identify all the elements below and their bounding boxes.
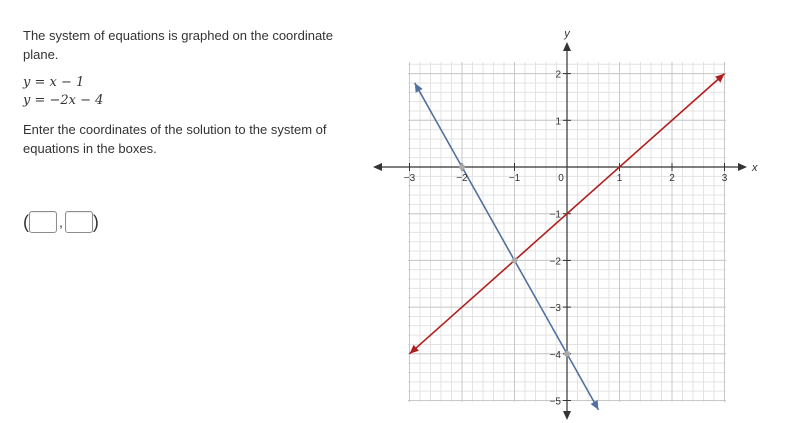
close-paren: ) [92, 212, 99, 232]
y-tick-label: 2 [555, 69, 561, 81]
highlighted-point-2 [512, 257, 518, 263]
x-tick-label: 2 [669, 173, 675, 184]
series-line-2 [415, 83, 599, 410]
question-intro: The system of equations is graphed on the coordinate plane. [23, 28, 334, 62]
highlighted-point-1 [459, 164, 465, 170]
equation-2: y = −2x − 4 [23, 93, 104, 108]
y-tick-label: −5 [549, 396, 561, 408]
x-tick-label: −1 [508, 173, 521, 184]
x-axis-arrow-right [738, 163, 747, 171]
x-axis-label: x [752, 162, 758, 174]
open-paren: ( [23, 212, 29, 232]
y-tick-label: −2 [549, 256, 561, 268]
y-axis-arrow-down [563, 411, 571, 420]
question-instruction: Enter the coordinates of the solution to the system of equations in the boxes. [23, 122, 327, 156]
y-tick-label: −4 [549, 349, 561, 361]
y-axis-arrow-up [563, 42, 571, 51]
y-axis-label: y [564, 28, 570, 40]
x-tick-label: 1 [616, 173, 623, 184]
x-tick-label: 0 [558, 173, 564, 184]
equation-1: y = x − 1 [23, 75, 85, 90]
y-tick-label: 1 [555, 116, 561, 128]
x-axis-arrow-left [373, 163, 382, 171]
x-tick-label: −2 [456, 173, 468, 184]
x-tick-label: 3 [721, 173, 728, 184]
highlighted-point-3 [564, 351, 570, 357]
y-tick-label: −1 [549, 209, 561, 221]
y-tick-label: −3 [549, 303, 561, 315]
comma: , [59, 214, 63, 230]
x-tick-label: −3 [403, 173, 416, 184]
